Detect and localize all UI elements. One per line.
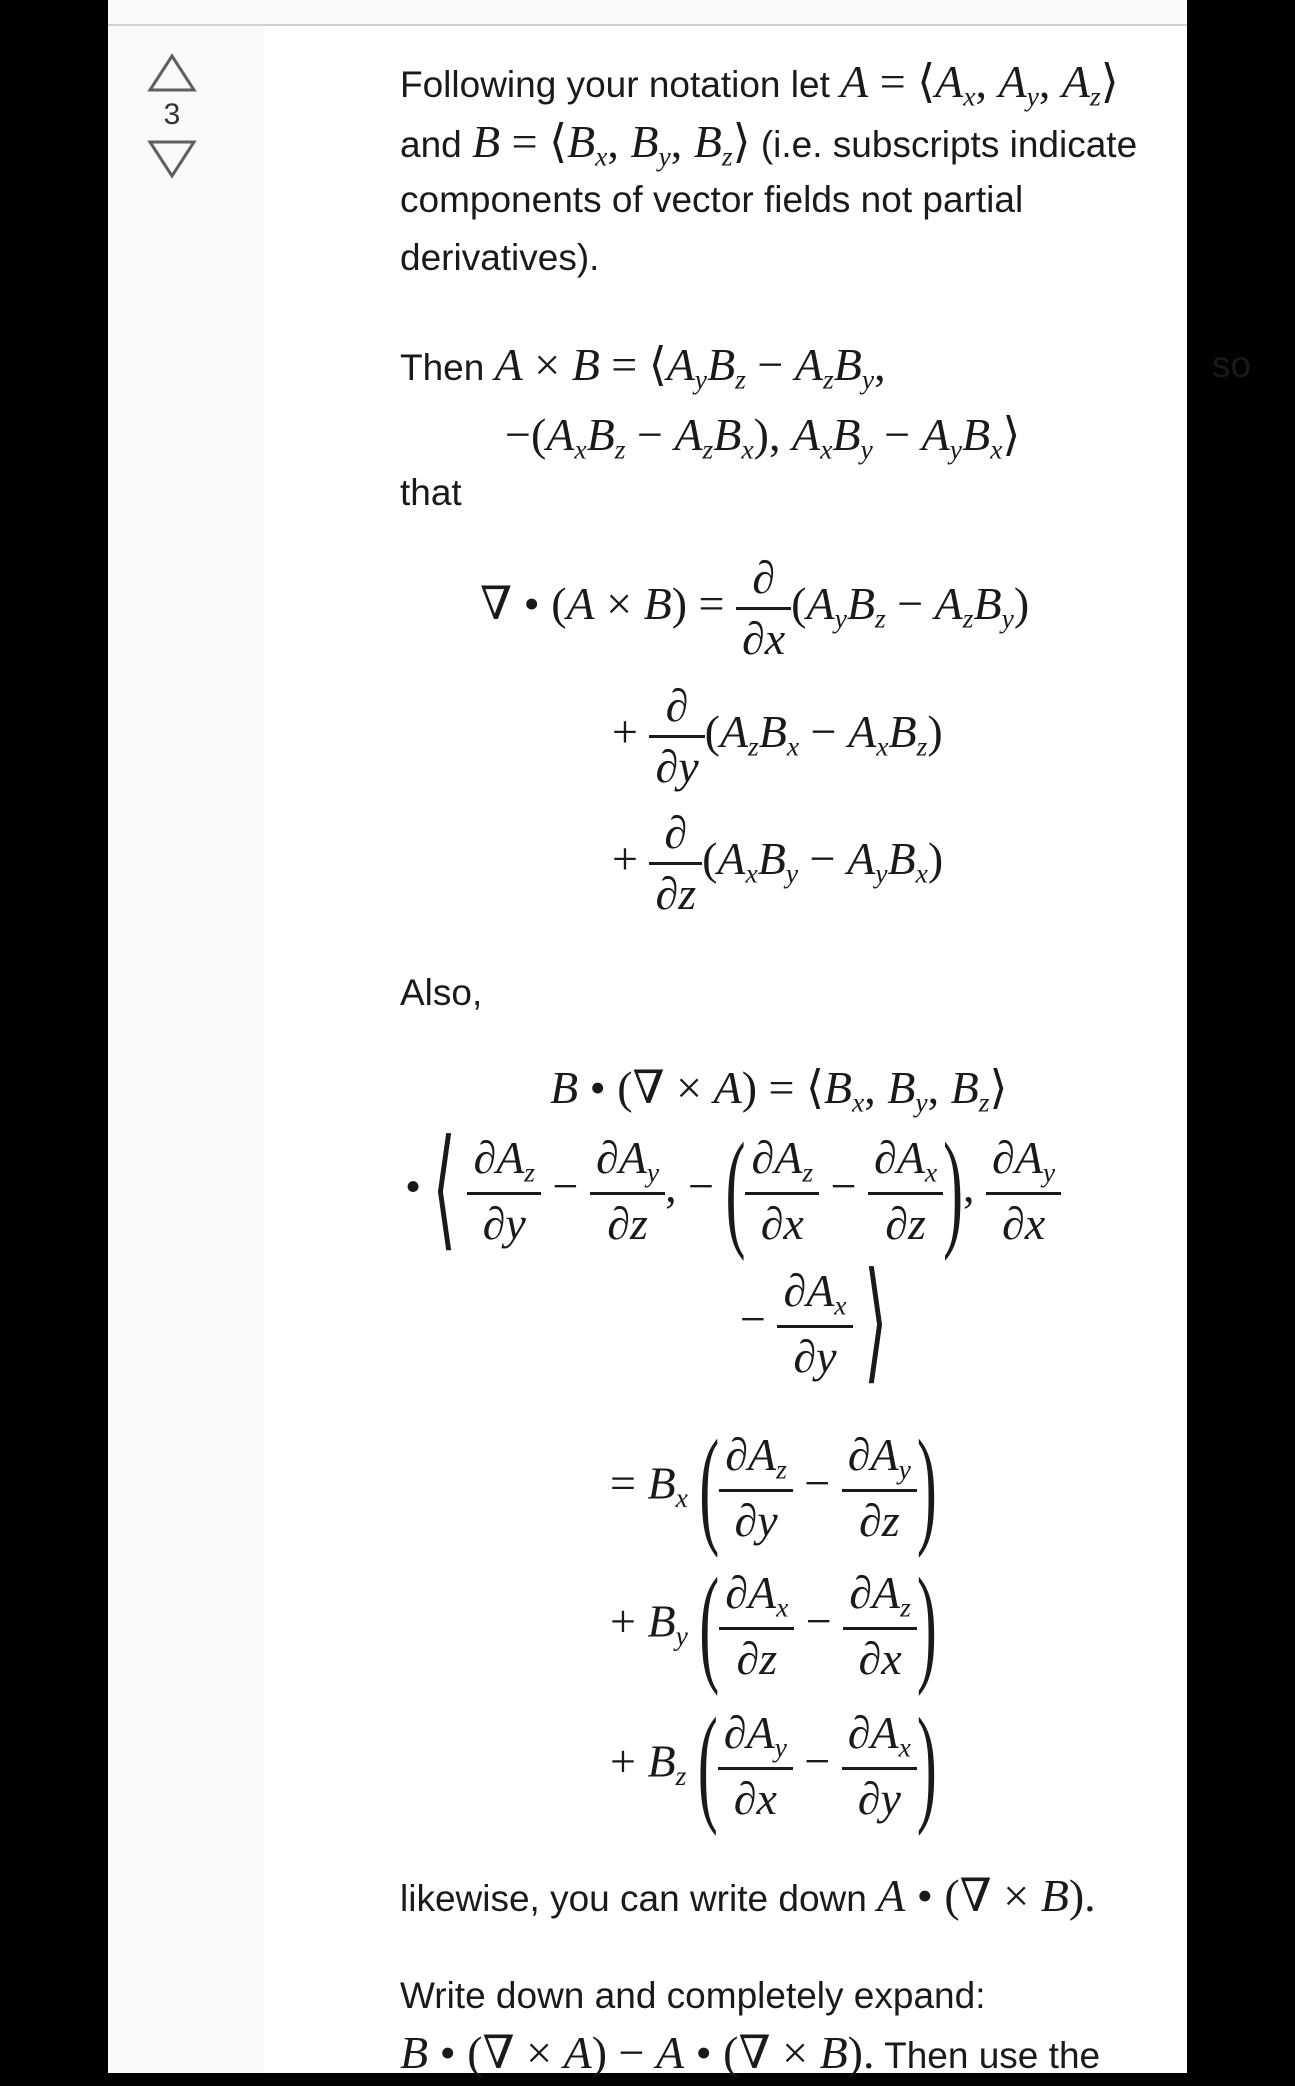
intro-line-4: derivatives). (400, 237, 600, 278)
identity-expression: B • (∇ × A) − A • (∇ × B). (400, 2027, 875, 2078)
bottom-partial-text: Then use the (874, 2035, 1101, 2076)
write-down-line: Write down and completely expand: (400, 1975, 986, 2016)
so-label: so (1212, 344, 1252, 385)
vote-column (146, 52, 198, 180)
intro-line-3: components of vector fields not partial (400, 179, 1024, 220)
a-dot-curl-b-formula: A • (∇ × B). (877, 1870, 1096, 1921)
bottom-partial-line (400, 2023, 1100, 2086)
vector-a-definition: $A = ⟨A_x$, $A_y$, $A_z⟩$ (840, 56, 1119, 112)
b-dot-curl-a-line-3: − $\frac{\partial A_x}{\partial y}$ ⟩ (740, 1249, 888, 1395)
intro-text-2a: and (400, 124, 473, 165)
upvote-icon[interactable] (146, 52, 198, 94)
screen (108, 0, 1252, 2078)
divergence-line-1: ∇ • (A × B) = $\frac{\partial}{\partial x}$ $(A_yB_z - A_zB_y)$ (480, 552, 1030, 664)
likewise-text: likewise, you can write down (400, 1878, 878, 1919)
expanded-term-by: + $B_y$ ( $\frac{\partial A_x}{\partial z}$ − $\frac{\partial A_z}{\partial x}$ ) (610, 1551, 937, 1697)
expanded-term-bx: = $B_x$ ( $\frac{\partial A_z}{\partial y}$ − $\frac{\partial A_y}{\partial z}$ ) (610, 1413, 937, 1559)
intro-text-2b: (i.e. subscripts indicate (750, 124, 1138, 165)
that-label: that (400, 472, 462, 513)
cross-product-formula-part-1: $A \times B = ⟨A_yB_z - A_zB_y$, (494, 339, 886, 395)
cross-product-formula-part-2: $-(A_xB_z - A_zB_x)$, $A_xB_y$ − $A_yB_x⟩$ (505, 409, 1021, 465)
b-dot-curl-a-line-1: B • (∇ × $A) = ⟨B_x$, $B_y$, $B_z⟩$ (550, 1062, 1008, 1118)
post-body (400, 0, 1270, 2078)
partial-x-fraction: $\frac{\partial}{\partial x}$ (736, 555, 791, 662)
downvote-icon[interactable] (146, 138, 198, 180)
partial-y-fraction: $\frac{\partial}{\partial y}$ (649, 683, 704, 790)
vote-count: 3 (163, 98, 181, 131)
expanded-term-bz: + $B_z$ ( $\frac{\partial A_y}{\partial x}$ − $\frac{\partial A_x}{\partial y}$ ) (610, 1691, 937, 1837)
vector-b-definition: $B = ⟨B_x$, $B_y$, $B_z⟩$ (472, 116, 751, 172)
partial-z-fraction: $\frac{\partial}{\partial z}$ (649, 810, 702, 917)
b-dot-curl-a-line-2: • ⟨ $\frac{\partial A_z}{\partial y}$ − $\frac{\partial A_y}{\partial z}$ , − ( $\frac{\partial A_z}{\partial x}$ − $\frac{\partial A_x}{\partial z}$ ), $\frac{\partial A_y}{\partial x}$ (405, 1135, 1061, 1247)
also-label: Also, (400, 972, 483, 1013)
then-label: Then (400, 347, 495, 388)
divergence-line-3: + $\frac{\partial}{\partial z}$ $(A_xB_y - A_yB_x)$ (612, 807, 944, 919)
intro-text-1: Following your notation let (400, 64, 841, 105)
likewise-line (400, 1866, 1096, 1929)
divergence-line-2: + $\frac{\partial}{\partial y}$ $(A_zB_x - A_xB_z)$ (612, 680, 943, 792)
cross-product-line-1 (400, 335, 886, 409)
